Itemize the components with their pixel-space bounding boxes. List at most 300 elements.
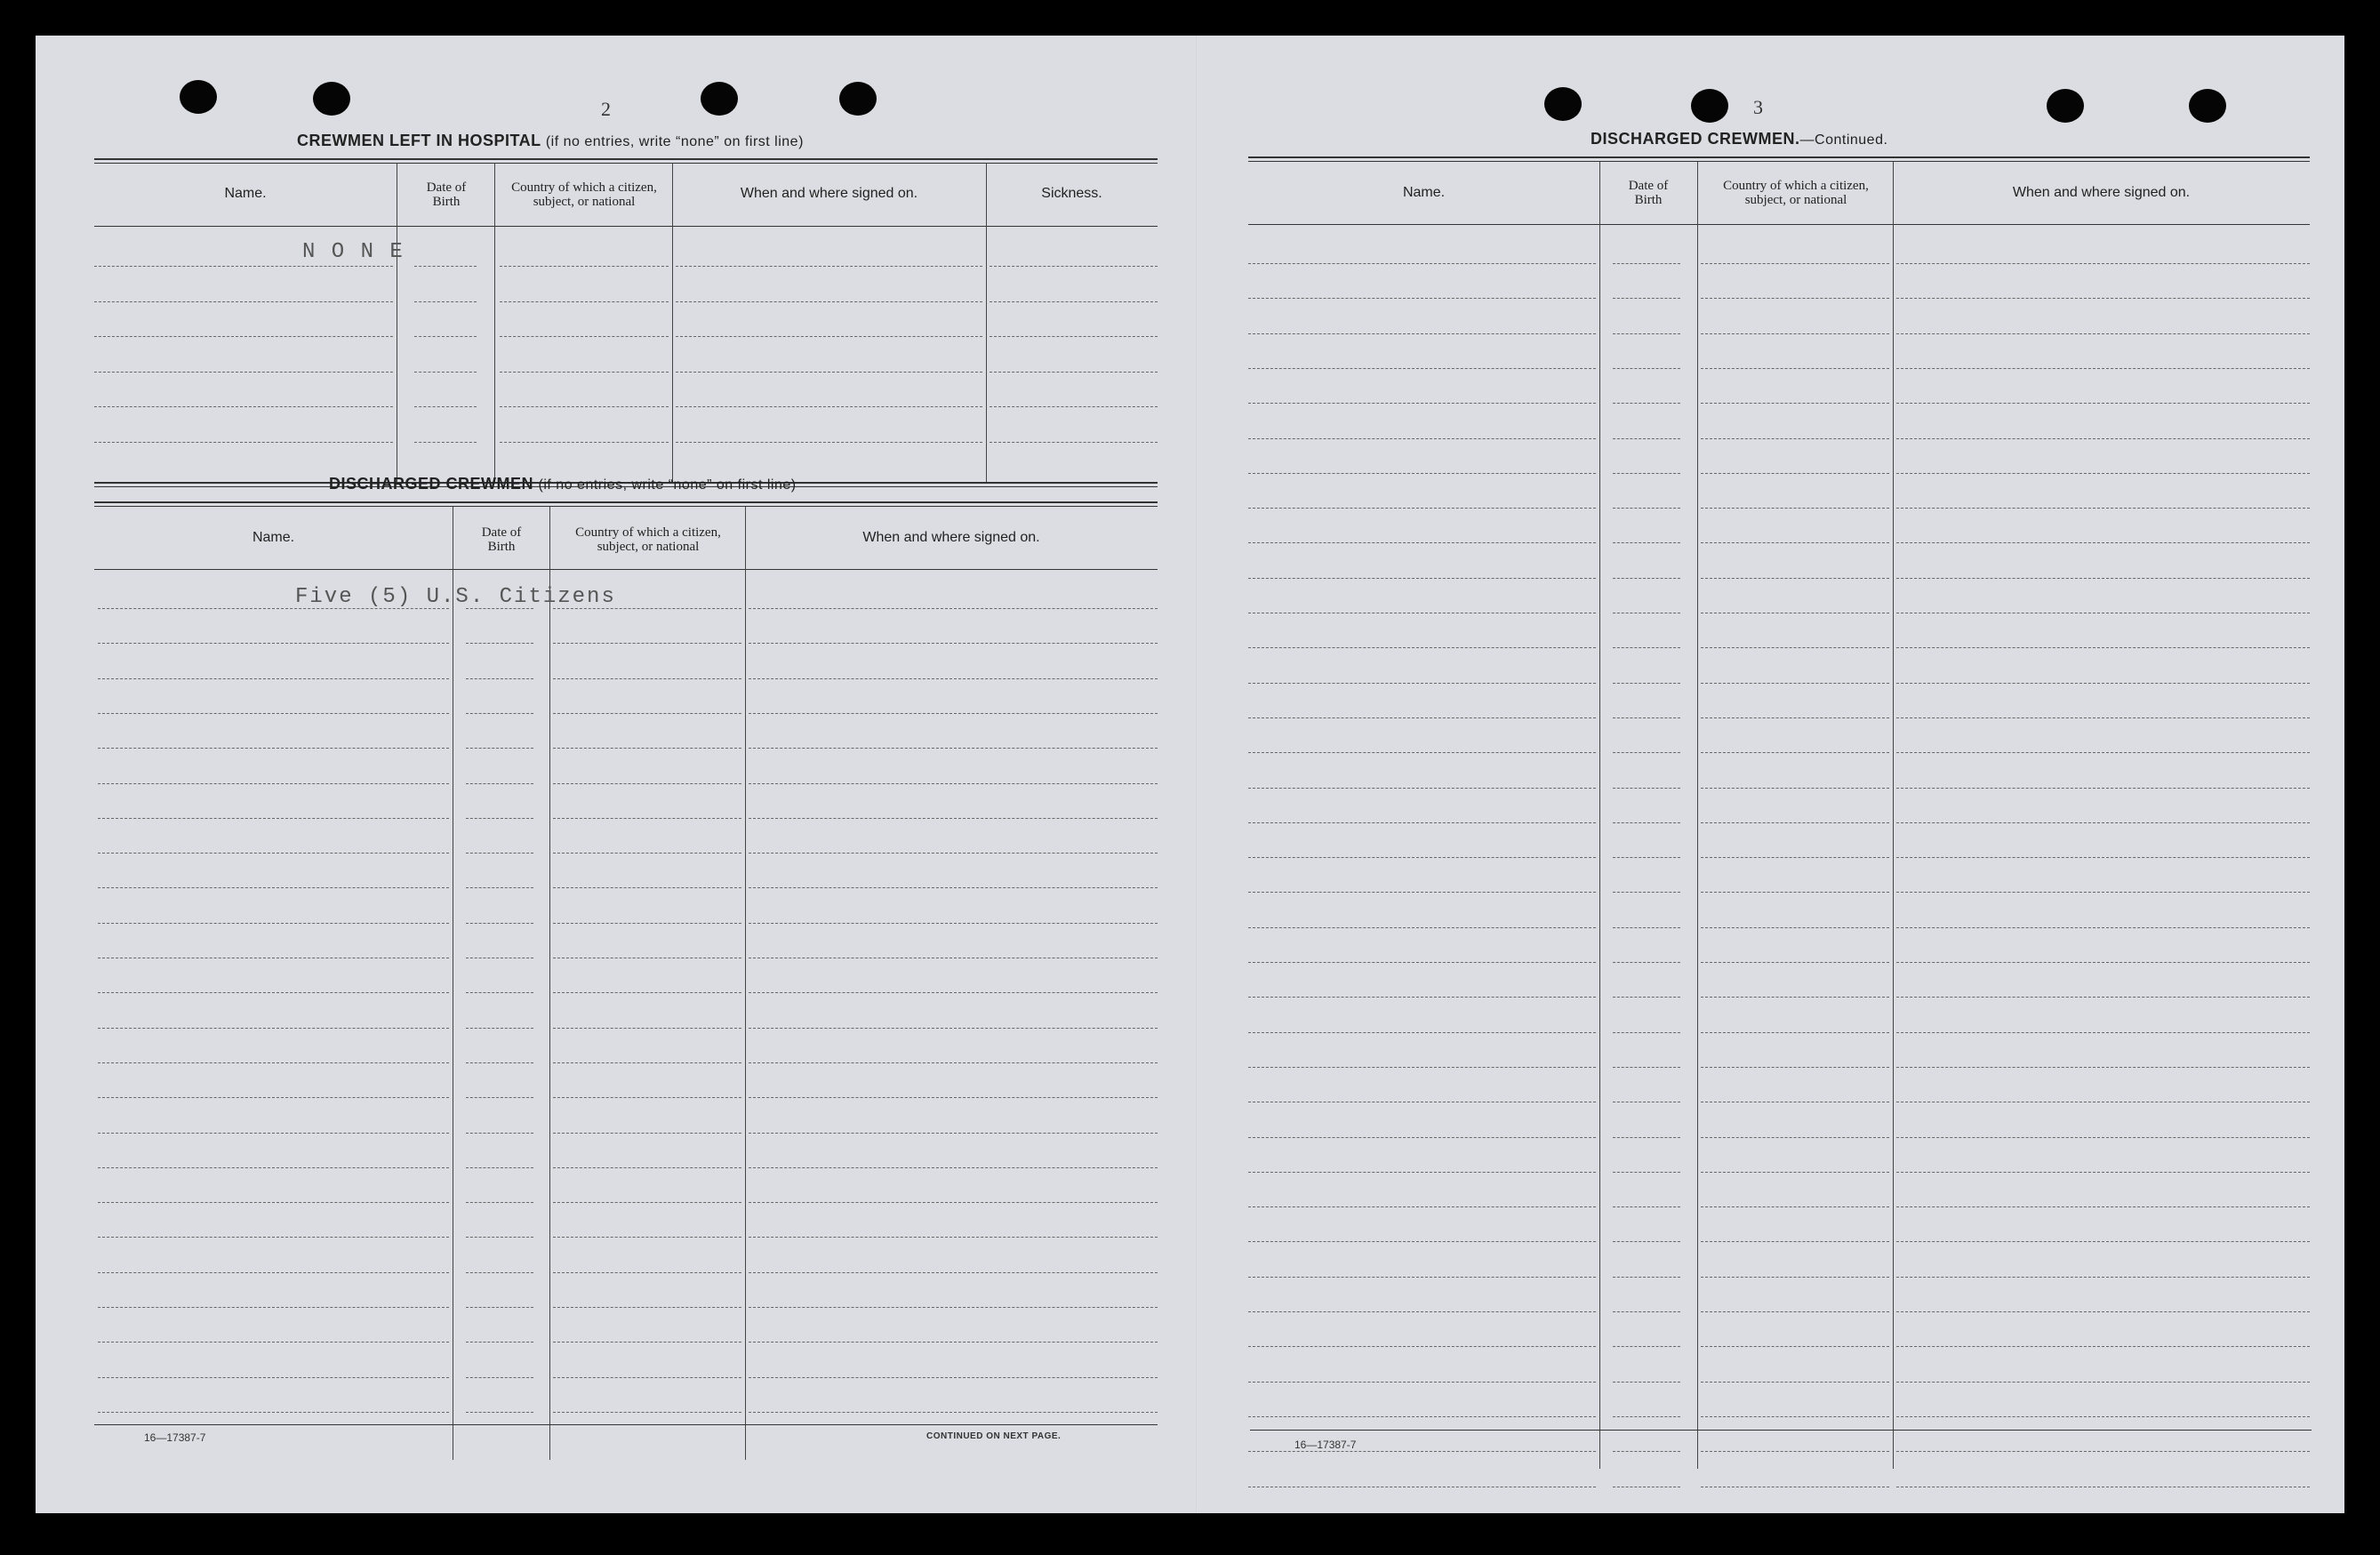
right-section-title	[1591, 130, 1887, 148]
ruled-line	[94, 372, 393, 373]
ruled-line	[1248, 1416, 1596, 1417]
ruled-line	[466, 1062, 533, 1063]
right-col-divider	[1697, 162, 1698, 1469]
ruled-line	[553, 1133, 741, 1134]
ruled-line	[1613, 1346, 1680, 1347]
ruled-line	[466, 1342, 533, 1343]
ruled-line	[749, 783, 1158, 784]
page-number-left: 2	[601, 98, 611, 120]
ruled-line	[466, 1133, 533, 1134]
ruled-line	[98, 608, 449, 609]
ruled-line	[466, 853, 533, 854]
ruled-line	[1701, 1206, 1889, 1207]
ruled-line	[1613, 857, 1680, 858]
ruled-line	[98, 1097, 449, 1098]
ruled-line	[553, 818, 741, 819]
ruled-line	[990, 336, 1158, 337]
right-col-divider	[1599, 162, 1600, 1469]
page-fold	[1196, 36, 1198, 1513]
punch-hole	[701, 82, 738, 116]
ruled-line	[676, 372, 982, 373]
ruled-line	[1613, 892, 1680, 893]
ruled-line	[990, 301, 1158, 302]
ruled-line	[500, 336, 669, 337]
ruled-line	[1613, 1137, 1680, 1138]
ruled-line	[1701, 1032, 1889, 1033]
ruled-line	[98, 1167, 449, 1168]
ruled-line	[98, 1412, 449, 1413]
ruled-line	[676, 266, 982, 267]
ruled-line	[1613, 717, 1680, 718]
ruled-line	[553, 1062, 741, 1063]
ruled-line	[1701, 1451, 1889, 1452]
punch-hole	[2047, 89, 2084, 123]
ruled-line	[466, 887, 533, 888]
ruled-line	[466, 1307, 533, 1308]
ruled-line	[1701, 822, 1889, 823]
discharged-col-signed: When and where signed on.	[862, 530, 1040, 545]
ruled-line	[1896, 1311, 2310, 1312]
punch-hole	[1691, 89, 1728, 123]
ruled-line	[749, 1377, 1158, 1378]
ruled-line	[553, 748, 741, 749]
ruled-line	[1248, 403, 1596, 404]
ruled-line	[98, 853, 449, 854]
ruled-line	[553, 783, 741, 784]
ruled-line	[98, 1062, 449, 1063]
ruled-line	[414, 336, 477, 337]
ruled-line	[94, 406, 393, 407]
ruled-line	[1613, 1382, 1680, 1383]
ruled-line	[749, 1342, 1158, 1343]
discharged-title-note: (if no entries, write “none” on first line)	[538, 477, 797, 493]
ruled-line	[1896, 1067, 2310, 1068]
ruled-line	[749, 748, 1158, 749]
form-number-left: 16—17387-7	[144, 1431, 206, 1444]
ruled-line	[1896, 333, 2310, 334]
ruled-line	[1248, 927, 1596, 928]
ruled-line	[749, 1097, 1158, 1098]
ruled-line	[1896, 298, 2310, 299]
hospital-col-dob: Date of Birth	[426, 180, 467, 209]
ruled-line	[1248, 1241, 1596, 1242]
ruled-line	[749, 923, 1158, 924]
ruled-line	[1248, 647, 1596, 648]
ruled-line	[98, 1342, 449, 1343]
ruled-line	[553, 1377, 741, 1378]
ruled-line	[500, 372, 669, 373]
discharged-header-rule	[94, 569, 1158, 570]
ruled-line	[1896, 1206, 2310, 1207]
discharged-col-divider	[745, 507, 746, 1460]
ruled-line	[749, 853, 1158, 854]
ruled-line	[553, 608, 741, 609]
ruled-line	[466, 1097, 533, 1098]
ruled-line	[1613, 542, 1680, 543]
ruled-line	[749, 992, 1158, 993]
ruled-line	[1896, 892, 2310, 893]
right-col-name: Name.	[1402, 185, 1446, 200]
ruled-line	[1248, 1206, 1596, 1207]
ruled-line	[990, 406, 1158, 407]
ruled-line	[1248, 752, 1596, 753]
ruled-line	[1701, 647, 1889, 648]
ruled-line	[1248, 962, 1596, 963]
ruled-line	[1896, 1277, 2310, 1278]
ruled-line	[1896, 1241, 2310, 1242]
punch-hole	[2189, 89, 2226, 123]
ruled-line	[1896, 927, 2310, 928]
ruled-line	[1613, 822, 1680, 823]
ruled-line	[1701, 927, 1889, 928]
ruled-line	[676, 442, 982, 443]
document-spread	[36, 36, 2344, 1513]
ruled-line	[466, 678, 533, 679]
continued-note: CONTINUED ON NEXT PAGE.	[926, 1431, 1062, 1441]
ruled-line	[1701, 473, 1889, 474]
ruled-line	[1248, 997, 1596, 998]
ruled-line	[553, 1202, 741, 1203]
ruled-line	[1613, 1451, 1680, 1452]
ruled-line	[1613, 333, 1680, 334]
ruled-line	[1701, 578, 1889, 579]
ruled-line	[553, 1028, 741, 1029]
right-col-dob: Date of Birth	[1628, 179, 1669, 207]
ruled-line	[466, 923, 533, 924]
ruled-line	[98, 1202, 449, 1203]
ruled-line	[414, 442, 477, 443]
ruled-line	[98, 923, 449, 924]
hospital-col-divider	[494, 163, 495, 483]
discharged-title-text: DISCHARGED CREWMEN	[329, 475, 534, 493]
ruled-line	[749, 1412, 1158, 1413]
ruled-line	[1248, 1067, 1596, 1068]
ruled-line	[1248, 333, 1596, 334]
ruled-line	[1896, 1346, 2310, 1347]
discharged-section-title	[329, 475, 797, 493]
ruled-line	[749, 1062, 1158, 1063]
ruled-line	[1896, 1416, 2310, 1417]
ruled-line	[1248, 473, 1596, 474]
right-title-text: DISCHARGED CREWMEN.	[1591, 130, 1800, 148]
ruled-line	[98, 887, 449, 888]
ruled-line	[1701, 752, 1889, 753]
ruled-line	[98, 643, 449, 644]
hospital-col-sickness: Sickness.	[1041, 186, 1102, 201]
ruled-line	[98, 818, 449, 819]
ruled-line	[1896, 542, 2310, 543]
ruled-line	[676, 336, 982, 337]
ruled-line	[749, 643, 1158, 644]
ruled-line	[1896, 752, 2310, 753]
ruled-line	[1613, 927, 1680, 928]
hospital-col-name: Name.	[224, 186, 267, 201]
ruled-line	[98, 992, 449, 993]
ruled-line	[1248, 822, 1596, 823]
ruled-line	[1701, 1311, 1889, 1312]
ruled-line	[466, 1237, 533, 1238]
ruled-line	[1701, 298, 1889, 299]
discharged-bottom-rule	[94, 1424, 1158, 1425]
ruled-line	[98, 713, 449, 714]
ruled-line	[553, 853, 741, 854]
hospital-entry: N O N E	[302, 240, 405, 264]
ruled-line	[749, 678, 1158, 679]
ruled-line	[1613, 962, 1680, 963]
ruled-line	[1701, 857, 1889, 858]
ruled-line	[466, 1202, 533, 1203]
ruled-line	[749, 608, 1158, 609]
ruled-line	[466, 1167, 533, 1168]
discharged-col-name: Name.	[252, 530, 295, 545]
page-number-right: 3	[1753, 96, 1763, 118]
ruled-line	[1896, 438, 2310, 439]
ruled-line	[1248, 263, 1596, 264]
ruled-line	[1613, 368, 1680, 369]
ruled-line	[466, 1028, 533, 1029]
ruled-line	[749, 1167, 1158, 1168]
ruled-line	[1613, 578, 1680, 579]
ruled-line	[1248, 857, 1596, 858]
ruled-line	[1613, 403, 1680, 404]
ruled-line	[749, 1237, 1158, 1238]
ruled-line	[553, 1167, 741, 1168]
ruled-line	[98, 678, 449, 679]
ruled-line	[1896, 997, 2310, 998]
ruled-line	[1701, 1137, 1889, 1138]
discharged-entry: Five (5) U.S. Citizens	[295, 585, 616, 609]
punch-hole	[1544, 87, 1582, 121]
ruled-line	[1896, 822, 2310, 823]
ruled-line	[749, 1028, 1158, 1029]
discharged-col-dob: Date of Birth	[481, 525, 522, 554]
ruled-line	[1896, 1172, 2310, 1173]
ruled-line	[98, 1133, 449, 1134]
ruled-line	[98, 748, 449, 749]
ruled-line	[1248, 1137, 1596, 1138]
ruled-line	[500, 406, 669, 407]
ruled-line	[749, 713, 1158, 714]
ruled-line	[466, 713, 533, 714]
ruled-line	[1701, 1241, 1889, 1242]
ruled-line	[1613, 752, 1680, 753]
ruled-line	[98, 1028, 449, 1029]
ruled-line	[1248, 508, 1596, 509]
ruled-line	[1248, 1451, 1596, 1452]
ruled-line	[1248, 368, 1596, 369]
ruled-line	[1701, 1346, 1889, 1347]
ruled-line	[1701, 368, 1889, 369]
ruled-line	[1613, 1311, 1680, 1312]
right-bottom-rule	[1250, 1430, 2312, 1431]
ruled-line	[414, 266, 477, 267]
ruled-line	[749, 1307, 1158, 1308]
ruled-line	[94, 301, 393, 302]
ruled-line	[1701, 683, 1889, 684]
ruled-line	[1613, 438, 1680, 439]
ruled-line	[414, 301, 477, 302]
ruled-line	[1613, 263, 1680, 264]
ruled-line	[1701, 438, 1889, 439]
ruled-line	[553, 1237, 741, 1238]
ruled-line	[500, 442, 669, 443]
ruled-line	[1613, 647, 1680, 648]
ruled-line	[1613, 1206, 1680, 1207]
ruled-line	[1701, 1382, 1889, 1383]
ruled-line	[1613, 473, 1680, 474]
ruled-line	[676, 406, 982, 407]
ruled-line	[1248, 1172, 1596, 1173]
ruled-line	[500, 266, 669, 267]
hospital-title-note: (if no entries, write “none” on first line)	[545, 134, 804, 149]
ruled-line	[1896, 962, 2310, 963]
ruled-line	[676, 301, 982, 302]
ruled-line	[1613, 1172, 1680, 1173]
ruled-line	[1896, 368, 2310, 369]
ruled-line	[1613, 788, 1680, 789]
ruled-line	[1896, 1382, 2310, 1383]
ruled-line	[466, 783, 533, 784]
ruled-line	[98, 1272, 449, 1273]
ruled-line	[1248, 892, 1596, 893]
ruled-line	[466, 608, 533, 609]
ruled-line	[1701, 508, 1889, 509]
ruled-line	[1248, 298, 1596, 299]
ruled-line	[1613, 1032, 1680, 1033]
discharged-col-divider	[549, 507, 550, 1460]
right-col-country: Country of which a citizen, subject, or national	[1723, 179, 1869, 207]
ruled-line	[94, 442, 393, 443]
ruled-line	[553, 1412, 741, 1413]
ruled-line	[94, 336, 393, 337]
ruled-line	[553, 713, 741, 714]
ruled-line	[553, 678, 741, 679]
ruled-line	[1701, 788, 1889, 789]
ruled-line	[1896, 1032, 2310, 1033]
ruled-line	[1896, 1137, 2310, 1138]
ruled-line	[1613, 508, 1680, 509]
ruled-line	[1701, 542, 1889, 543]
right-col-signed: When and where signed on.	[2012, 185, 2191, 200]
ruled-line	[1896, 1451, 2310, 1452]
ruled-line	[466, 1377, 533, 1378]
ruled-line	[1701, 403, 1889, 404]
ruled-line	[1701, 962, 1889, 963]
ruled-line	[1896, 788, 2310, 789]
ruled-line	[1248, 1346, 1596, 1347]
right-col-divider	[1893, 162, 1894, 1469]
ruled-line	[1701, 717, 1889, 718]
ruled-line	[1613, 298, 1680, 299]
ruled-line	[749, 1133, 1158, 1134]
ruled-line	[1248, 717, 1596, 718]
ruled-line	[553, 643, 741, 644]
ruled-line	[1701, 997, 1889, 998]
ruled-line	[553, 1307, 741, 1308]
ruled-line	[1613, 683, 1680, 684]
ruled-line	[466, 818, 533, 819]
punch-hole	[313, 82, 350, 116]
ruled-line	[1248, 1277, 1596, 1278]
ruled-line	[1248, 578, 1596, 579]
ruled-line	[500, 301, 669, 302]
ruled-line	[1896, 578, 2310, 579]
ruled-line	[553, 992, 741, 993]
ruled-line	[1701, 333, 1889, 334]
punch-hole	[180, 80, 217, 114]
ruled-line	[749, 818, 1158, 819]
ruled-line	[553, 1272, 741, 1273]
ruled-line	[466, 1272, 533, 1273]
ruled-line	[466, 1412, 533, 1413]
ruled-line	[990, 266, 1158, 267]
hospital-col-country: Country of which a citizen, subject, or national	[511, 180, 657, 209]
ruled-line	[553, 1097, 741, 1098]
ruled-line	[466, 643, 533, 644]
ruled-line	[1248, 1382, 1596, 1383]
hospital-section-title	[297, 132, 804, 150]
ruled-line	[1613, 1241, 1680, 1242]
ruled-line	[1701, 1067, 1889, 1068]
form-number-right: 16—17387-7	[1294, 1439, 1357, 1451]
ruled-line	[1896, 857, 2310, 858]
ruled-line	[1248, 1032, 1596, 1033]
ruled-line	[1896, 473, 2310, 474]
ruled-line	[1248, 683, 1596, 684]
ruled-line	[749, 887, 1158, 888]
ruled-line	[98, 783, 449, 784]
ruled-line	[98, 1237, 449, 1238]
ruled-line	[1896, 647, 2310, 648]
ruled-line	[466, 748, 533, 749]
ruled-line	[553, 923, 741, 924]
hospital-title-text: CREWMEN LEFT IN HOSPITAL	[297, 132, 541, 149]
ruled-line	[1248, 438, 1596, 439]
hospital-col-signed: When and where signed on.	[740, 186, 918, 201]
ruled-line	[1248, 788, 1596, 789]
ruled-line	[1701, 1172, 1889, 1173]
ruled-line	[1248, 542, 1596, 543]
ruled-line	[1896, 263, 2310, 264]
ruled-line	[749, 1272, 1158, 1273]
ruled-line	[1701, 1277, 1889, 1278]
right-header-rule	[1248, 224, 2310, 225]
ruled-line	[98, 1307, 449, 1308]
ruled-line	[1896, 403, 2310, 404]
ruled-line	[1613, 1416, 1680, 1417]
discharged-col-country: Country of which a citizen, subject, or national	[575, 525, 721, 554]
ruled-line	[1613, 1067, 1680, 1068]
ruled-line	[1896, 717, 2310, 718]
ruled-line	[1896, 683, 2310, 684]
ruled-line	[466, 992, 533, 993]
ruled-line	[98, 1377, 449, 1378]
ruled-line	[553, 1342, 741, 1343]
ruled-line	[990, 372, 1158, 373]
ruled-line	[553, 887, 741, 888]
ruled-line	[94, 266, 393, 267]
ruled-line	[990, 442, 1158, 443]
ruled-line	[414, 372, 477, 373]
hospital-header-rule	[94, 226, 1158, 227]
ruled-line	[1896, 508, 2310, 509]
ruled-line	[1701, 892, 1889, 893]
ruled-line	[414, 406, 477, 407]
punch-hole	[839, 82, 877, 116]
right-title-suffix: —Continued.	[1799, 132, 1888, 148]
ruled-line	[749, 1202, 1158, 1203]
ruled-line	[1701, 263, 1889, 264]
